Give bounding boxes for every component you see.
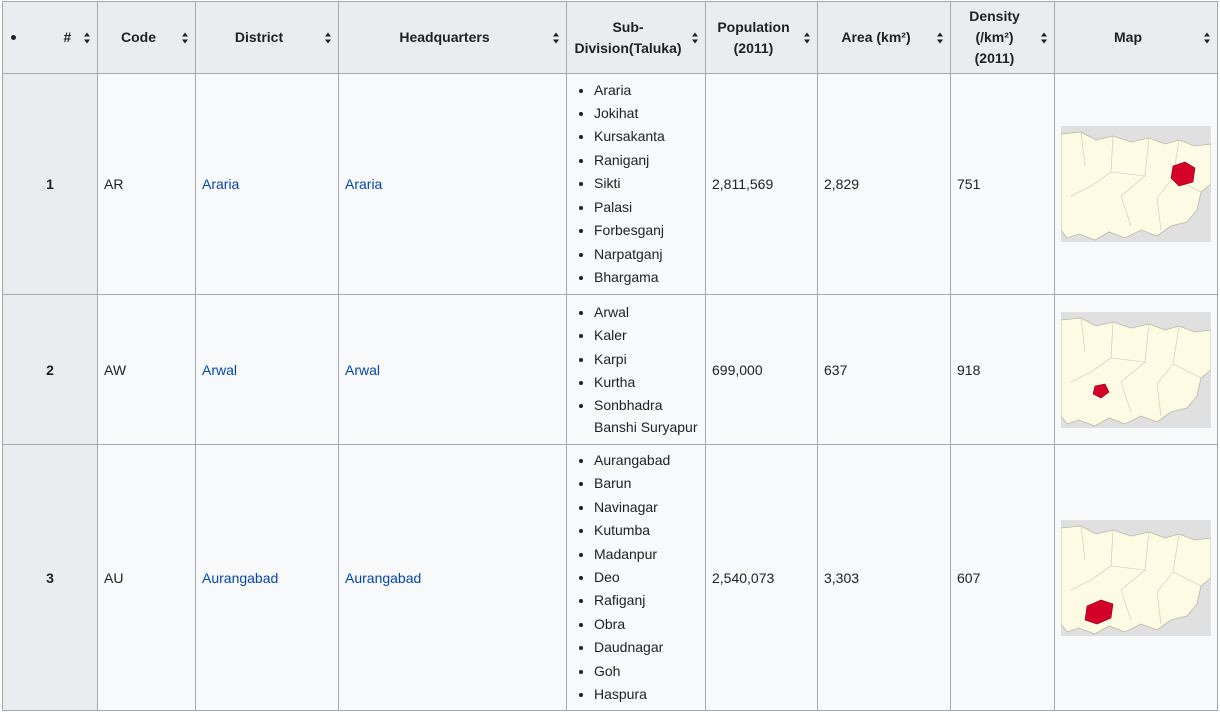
list-item: • Goh — [594, 660, 699, 683]
sort-icon[interactable] — [325, 32, 332, 43]
headquarters-link[interactable]: Araria — [345, 176, 383, 192]
header-area-label: Area (km²) — [841, 29, 911, 45]
list-item: • Rafiganj — [594, 589, 699, 612]
header-population-label-2: (2011) — [733, 39, 774, 56]
list-item: • Daudnagar — [594, 636, 699, 659]
map-cell — [1055, 74, 1218, 295]
density-value: 751 — [951, 74, 1055, 295]
row-number: 2 — [3, 295, 98, 445]
subdivision-list-cell — [567, 445, 706, 711]
subdivision-list-cell — [567, 74, 706, 295]
table-row — [3, 74, 1218, 295]
header-map[interactable] — [1055, 2, 1218, 74]
district-code: AW — [98, 295, 196, 445]
header-headquarters[interactable] — [339, 2, 567, 74]
district-code: AR — [98, 74, 196, 295]
district-code: AU — [98, 445, 196, 711]
subdivision-list — [573, 301, 699, 439]
population-value: 699,000 — [706, 295, 818, 445]
list-item: • Obra — [594, 613, 699, 636]
list-item: • Jokihat — [594, 102, 699, 125]
list-item: • Navinagar — [594, 496, 699, 519]
header-headquarters-label: Headquarters — [399, 29, 490, 45]
list-item: • Kaler — [594, 324, 699, 347]
sort-icon[interactable] — [84, 32, 91, 43]
sort-icon[interactable] — [804, 32, 811, 43]
list-item: • Kurtha — [594, 371, 699, 394]
header-area[interactable] — [818, 2, 951, 74]
header-district-label: District — [234, 29, 284, 45]
district-map-image[interactable] — [1061, 126, 1211, 242]
list-item: • Kursakanta — [594, 125, 699, 148]
list-item: • Sikti — [594, 172, 699, 195]
header-code[interactable] — [98, 2, 196, 74]
population-value: 2,811,569 — [706, 74, 818, 295]
row-number: 1 — [3, 74, 98, 295]
header-map-label: Map — [1114, 29, 1142, 45]
bullet-icon — [11, 35, 16, 40]
area-value: 2,829 — [818, 74, 951, 295]
subdivision-list — [573, 449, 699, 706]
sort-icon[interactable] — [553, 32, 560, 43]
header-number-label: # — [63, 29, 71, 45]
header-population-label-1: Population — [717, 18, 790, 35]
subdivision-list — [573, 79, 699, 290]
header-code-label: Code — [121, 29, 156, 45]
header-district[interactable] — [196, 2, 339, 74]
density-value: 918 — [951, 295, 1055, 445]
header-density[interactable] — [951, 2, 1055, 74]
sort-icon[interactable] — [1041, 32, 1048, 43]
headquarters-link[interactable]: Aurangabad — [345, 569, 422, 586]
district-map-image[interactable] — [1061, 312, 1211, 428]
header-density-label-2: (/km²) — [975, 29, 1014, 45]
list-item: • Palasi — [594, 196, 699, 219]
sort-icon[interactable] — [937, 32, 944, 43]
district-map-image[interactable] — [1061, 520, 1211, 636]
list-item: • Barun — [594, 472, 699, 495]
header-row — [3, 2, 1218, 74]
list-item: • Haspura — [594, 683, 699, 706]
header-density-label-3: (2011) — [974, 50, 1015, 66]
list-item: • Forbesganj — [594, 219, 699, 242]
list-item: • Bhargama — [594, 266, 699, 289]
list-item: • Madanpur — [594, 543, 699, 566]
header-population[interactable] — [706, 2, 818, 74]
district-link[interactable]: Arwal — [202, 361, 238, 378]
header-subdivision[interactable] — [567, 2, 706, 74]
headquarters-link[interactable]: Arwal — [345, 361, 381, 378]
map-cell — [1055, 445, 1218, 711]
list-item: • Narpatganj — [594, 243, 699, 266]
header-subdivision-label-2: Division(Taluka) — [574, 39, 682, 56]
header-density-label-1: Density — [969, 8, 1020, 24]
subdivision-list-cell — [567, 295, 706, 445]
list-item: • Araria — [594, 79, 699, 102]
header-subdivision-label-1: Sub- — [612, 18, 644, 35]
district-link[interactable]: Aurangabad — [202, 569, 279, 586]
districts-table — [2, 1, 1218, 711]
list-item: • Arwal — [594, 301, 699, 324]
row-number: 3 — [3, 445, 98, 711]
table-row — [3, 295, 1218, 445]
density-value: 607 — [951, 445, 1055, 711]
list-item: • Aurangabad — [594, 449, 699, 472]
population-value: 2,540,073 — [706, 445, 818, 711]
list-item: • Sonbhadra Banshi Suryapur — [594, 394, 699, 438]
list-item: • Deo — [594, 566, 699, 589]
list-item: • Raniganj — [594, 149, 699, 172]
area-value: 637 — [818, 295, 951, 445]
list-item: • Kutumba — [594, 519, 699, 542]
header-number[interactable] — [3, 2, 98, 74]
map-cell — [1055, 295, 1218, 445]
table-row — [3, 445, 1218, 711]
list-item: • Karpi — [594, 348, 699, 371]
sort-icon[interactable] — [182, 32, 189, 43]
sort-icon[interactable] — [1204, 32, 1211, 43]
district-link[interactable]: Araria — [202, 176, 240, 192]
sort-icon[interactable] — [692, 32, 699, 43]
area-value: 3,303 — [818, 445, 951, 711]
